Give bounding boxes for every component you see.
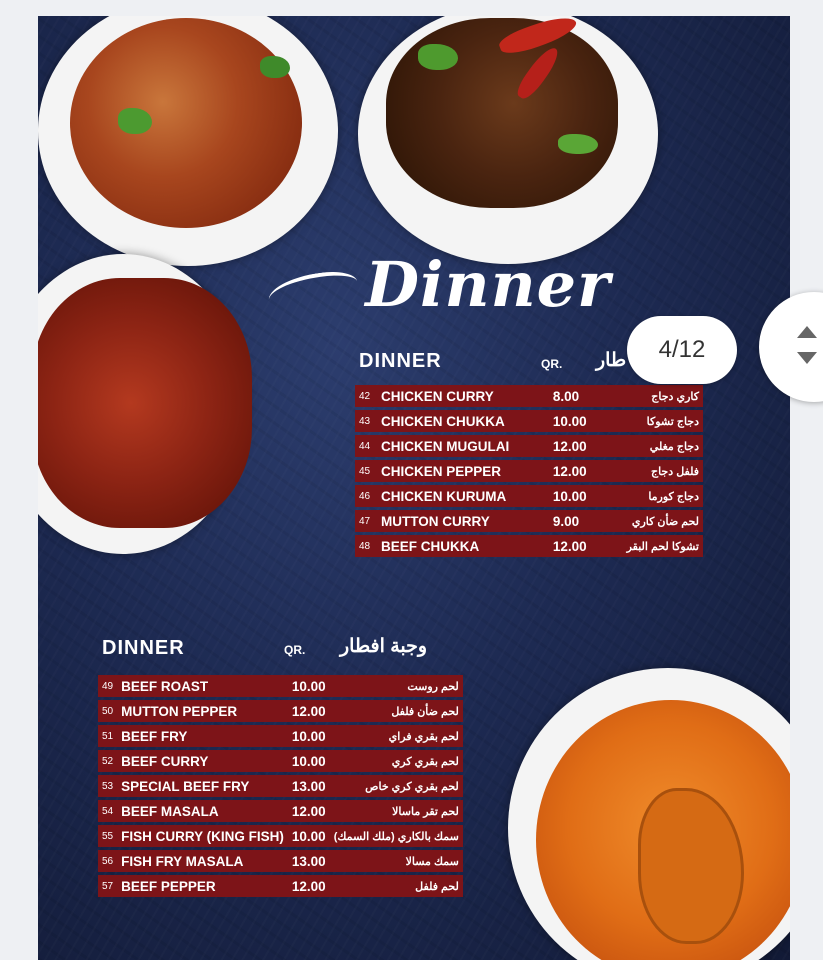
item-name: BEEF CURRY — [117, 750, 288, 772]
currency-label: QR. — [284, 643, 306, 657]
section-heading-en: DINNER — [359, 350, 442, 372]
item-name-arabic: فلفل دجاج — [602, 460, 703, 482]
item-name: BEEF FRY — [117, 725, 288, 747]
item-price: 10.00 — [288, 825, 330, 847]
item-name-arabic: دجاج تشوكا — [602, 410, 703, 432]
item-name: CHICKEN CHUKKA — [377, 410, 549, 432]
item-price: 8.00 — [549, 385, 602, 407]
item-name: MUTTON CURRY — [377, 510, 549, 532]
item-number: 57 — [98, 875, 117, 897]
item-name-arabic: دجاج مغلي — [602, 435, 703, 457]
chukka-dish-image — [358, 16, 658, 264]
item-name: BEEF PEPPER — [117, 875, 288, 897]
item-name-arabic: لحم بقري فراي — [330, 725, 463, 747]
item-price: 10.00 — [288, 725, 330, 747]
item-price: 13.00 — [288, 775, 330, 797]
item-name-arabic: كاري دجاج — [602, 385, 703, 407]
item-number: 47 — [355, 510, 377, 532]
item-number: 54 — [98, 800, 117, 822]
menu-item-row — [98, 700, 463, 722]
item-name-arabic: لحم روست — [330, 675, 463, 697]
item-price: 10.00 — [549, 485, 602, 507]
menu-item-row — [98, 850, 463, 872]
item-name-arabic: لحم فلفل — [330, 875, 463, 897]
item-number: 52 — [98, 750, 117, 772]
item-price: 10.00 — [288, 675, 330, 697]
item-price: 12.00 — [549, 460, 602, 482]
item-name: CHICKEN KURUMA — [377, 485, 549, 507]
chevron-down-icon[interactable] — [797, 352, 817, 364]
item-price: 12.00 — [288, 875, 330, 897]
item-number: 53 — [98, 775, 117, 797]
item-number: 44 — [355, 435, 377, 457]
item-price: 12.00 — [549, 435, 602, 457]
item-price: 12.00 — [288, 700, 330, 722]
menu-item-row — [355, 510, 703, 532]
item-number: 43 — [355, 410, 377, 432]
menu-item-row — [355, 460, 703, 482]
chevron-up-icon[interactable] — [797, 326, 817, 338]
item-name: CHICKEN PEPPER — [377, 460, 549, 482]
script-title: Dinner — [365, 248, 611, 321]
item-name-arabic: دجاج كورما — [602, 485, 703, 507]
item-number: 45 — [355, 460, 377, 482]
menu-table-bottom — [98, 672, 463, 900]
menu-item-row — [355, 435, 703, 457]
currency-label: QR. — [541, 357, 563, 371]
item-price: 12.00 — [549, 535, 602, 557]
item-number: 46 — [355, 485, 377, 507]
menu-item-row — [98, 775, 463, 797]
menu-page-image — [38, 16, 790, 960]
item-name: BEEF ROAST — [117, 675, 288, 697]
item-price: 13.00 — [288, 850, 330, 872]
item-number: 49 — [98, 675, 117, 697]
menu-item-row — [355, 385, 703, 407]
section-heading-ar: طار — [596, 350, 627, 371]
item-number: 55 — [98, 825, 117, 847]
menu-item-row — [98, 800, 463, 822]
item-name-arabic: لحم بقري كري — [330, 750, 463, 772]
item-number: 51 — [98, 725, 117, 747]
item-name-arabic: لحم ضأن فلفل — [330, 700, 463, 722]
item-price: 10.00 — [288, 750, 330, 772]
menu-table-top — [355, 382, 703, 560]
item-number: 50 — [98, 700, 117, 722]
item-price: 12.00 — [288, 800, 330, 822]
item-name: CHICKEN CURRY — [377, 385, 549, 407]
item-price: 10.00 — [549, 410, 602, 432]
item-name-arabic: تشوكا لحم البقر — [602, 535, 703, 557]
menu-item-row — [98, 675, 463, 697]
item-name: FISH FRY MASALA — [117, 850, 288, 872]
item-name: MUTTON PEPPER — [117, 700, 288, 722]
menu-item-row — [355, 535, 703, 557]
item-name-arabic: لحم بقري كري خاص — [330, 775, 463, 797]
menu-item-row — [98, 875, 463, 897]
item-name-arabic: سمك بالكاري (ملك السمك) — [330, 825, 463, 847]
item-name-arabic: لحم ضأن كاري — [602, 510, 703, 532]
item-name-arabic: سمك مسالا — [330, 850, 463, 872]
menu-item-row — [98, 725, 463, 747]
page-indicator: 4/12 — [627, 316, 737, 384]
menu-item-row — [355, 410, 703, 432]
item-name: SPECIAL BEEF FRY — [117, 775, 288, 797]
item-name: FISH CURRY (KING FISH) — [117, 825, 288, 847]
menu-item-row — [355, 485, 703, 507]
section-heading-en: DINNER — [102, 637, 185, 659]
item-name: BEEF CHUKKA — [377, 535, 549, 557]
menu-item-row — [98, 825, 463, 847]
item-number: 48 — [355, 535, 377, 557]
item-name: BEEF MASALA — [117, 800, 288, 822]
item-number: 42 — [355, 385, 377, 407]
item-number: 56 — [98, 850, 117, 872]
section-heading-ar: وجبة افطار — [340, 636, 428, 657]
menu-item-row — [98, 750, 463, 772]
item-name-arabic: لحم تقر ماسالا — [330, 800, 463, 822]
item-name: CHICKEN MUGULAI — [377, 435, 549, 457]
item-price: 9.00 — [549, 510, 602, 532]
